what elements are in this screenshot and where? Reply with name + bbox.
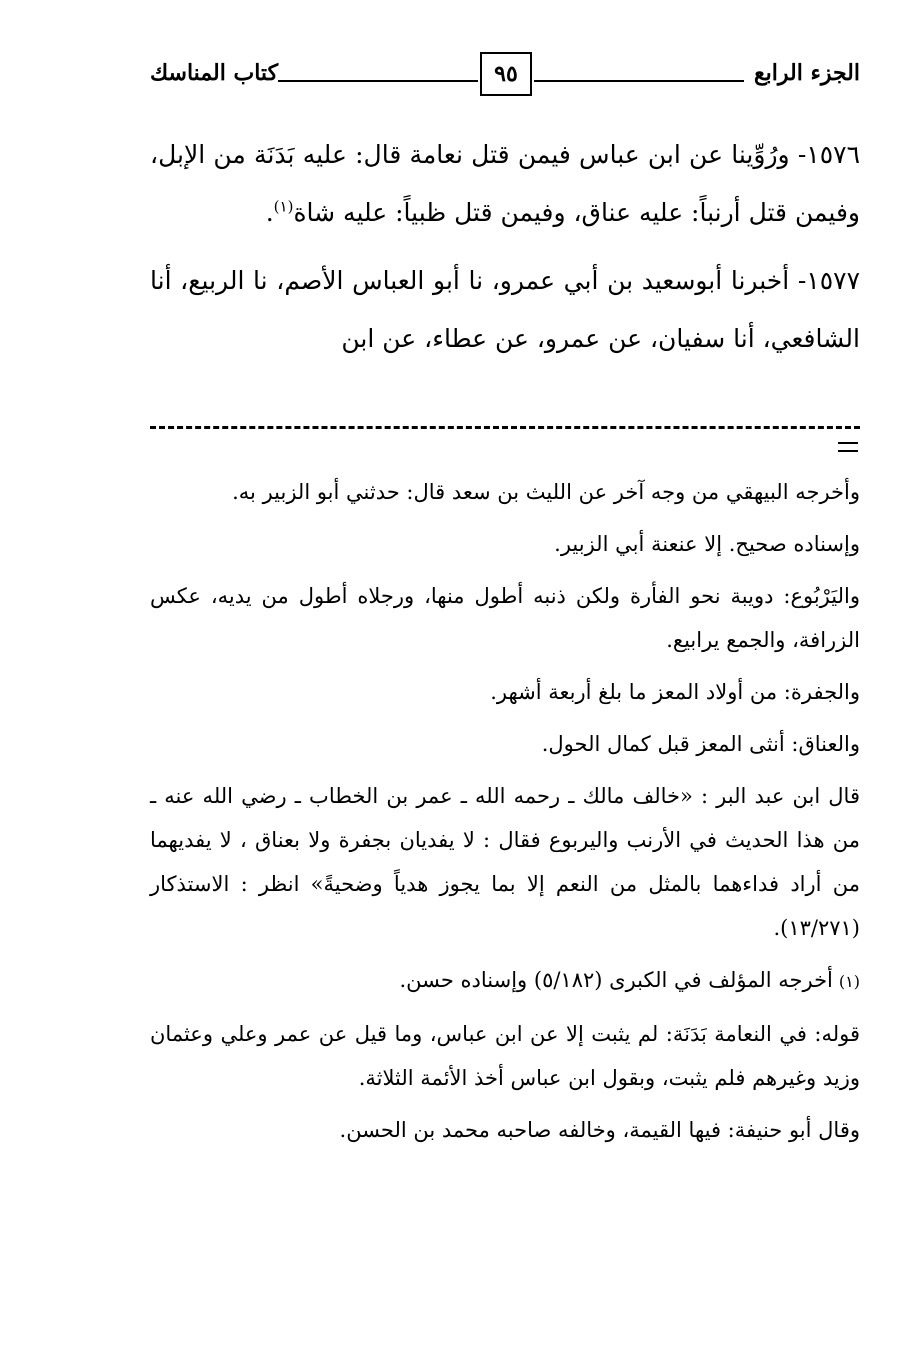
footnote-separator <box>150 426 860 429</box>
footnote-reference[interactable]: (١) <box>273 197 294 216</box>
footnote-1 <box>150 958 860 1004</box>
footnote-marker: (١) <box>838 972 860 991</box>
hadith-1576-end: . <box>265 198 274 227</box>
commentary-line: قوله: في النعامة بَدَنَة: لم يثبت إلا عن ابن عباس، وما قيل عن عمر وعلي وعثمان وزيد وغيرهم فلم يثبت، وبقول ابن عباس أخذ الأئمة الثلاثة. <box>150 1022 860 1090</box>
note-line: وأخرجه البيهقي من وجه آخر عن الليث بن سعد قال: حدثني أبو الزبير به. <box>232 480 860 504</box>
page-header <box>150 52 860 98</box>
page-number: ٩٥ <box>480 52 532 96</box>
continuation-mark <box>838 442 858 452</box>
commentary-line: وقال أبو حنيفة: فيها القيمة، وخالفه صاحبه محمد بن الحسن. <box>339 1118 860 1142</box>
main-text <box>150 126 860 378</box>
note-line: قال ابن عبد البر : «خالف مالك ـ رحمه الله ـ عمر بن الخطاب ـ رضي الله عنه ـ من هذا الحديث في الأرنب واليربوع فقال : لا يفديان بجفرة ولا بعناق ، لا يفديهما من أراد فداءهما بالمثل من النعم إلا بما يجوز هدياً وضحيةً» انظر : الاستذكار (١٣/٢٧١). <box>150 784 860 940</box>
note-line: وإسناده صحيح. إلا عنعنة أبي الزبير. <box>554 532 860 556</box>
hadith-1576 <box>150 126 860 242</box>
note-line: واليَرْبُوع: دويبة نحو الفأرة ولكن ذنبه أطول منها، ورجلاه أطول من يديه، عكس الزرافة، والجمع يرابيع. <box>150 584 860 652</box>
note-line: والعناق: أنثى المعز قبل كمال الحول. <box>541 732 860 756</box>
footnote-text: أخرجه المؤلف في الكبرى (٥/١٨٢) وإسناده حسن. <box>399 968 833 992</box>
volume-label: الجزء الرابع <box>753 60 860 86</box>
hadith-1576-text: ١٥٧٦- ورُوِّينا عن ابن عباس فيمن قتل نعامة قال: عليه بَدَنَة من الإبل، وفيمن قتل أرنباً: عليه عناق، وفيمن قتل ظبياً: عليه شاة <box>150 140 860 227</box>
header-rule-left <box>278 80 478 82</box>
header-rule-right <box>534 80 744 82</box>
hadith-1577: ١٥٧٧- أخبرنا أبوسعيد بن أبي عمرو، نا أبو العباس الأصم، نا الربيع، أنا الشافعي، أنا سفيان، عن عمرو، عن عطاء، عن ابن <box>150 266 860 353</box>
note-line: والجفرة: من أولاد المعز ما بلغ أربعة أشهر. <box>490 680 860 704</box>
footnotes-section <box>150 470 860 1160</box>
book-title: كتاب المناسك <box>150 60 279 86</box>
